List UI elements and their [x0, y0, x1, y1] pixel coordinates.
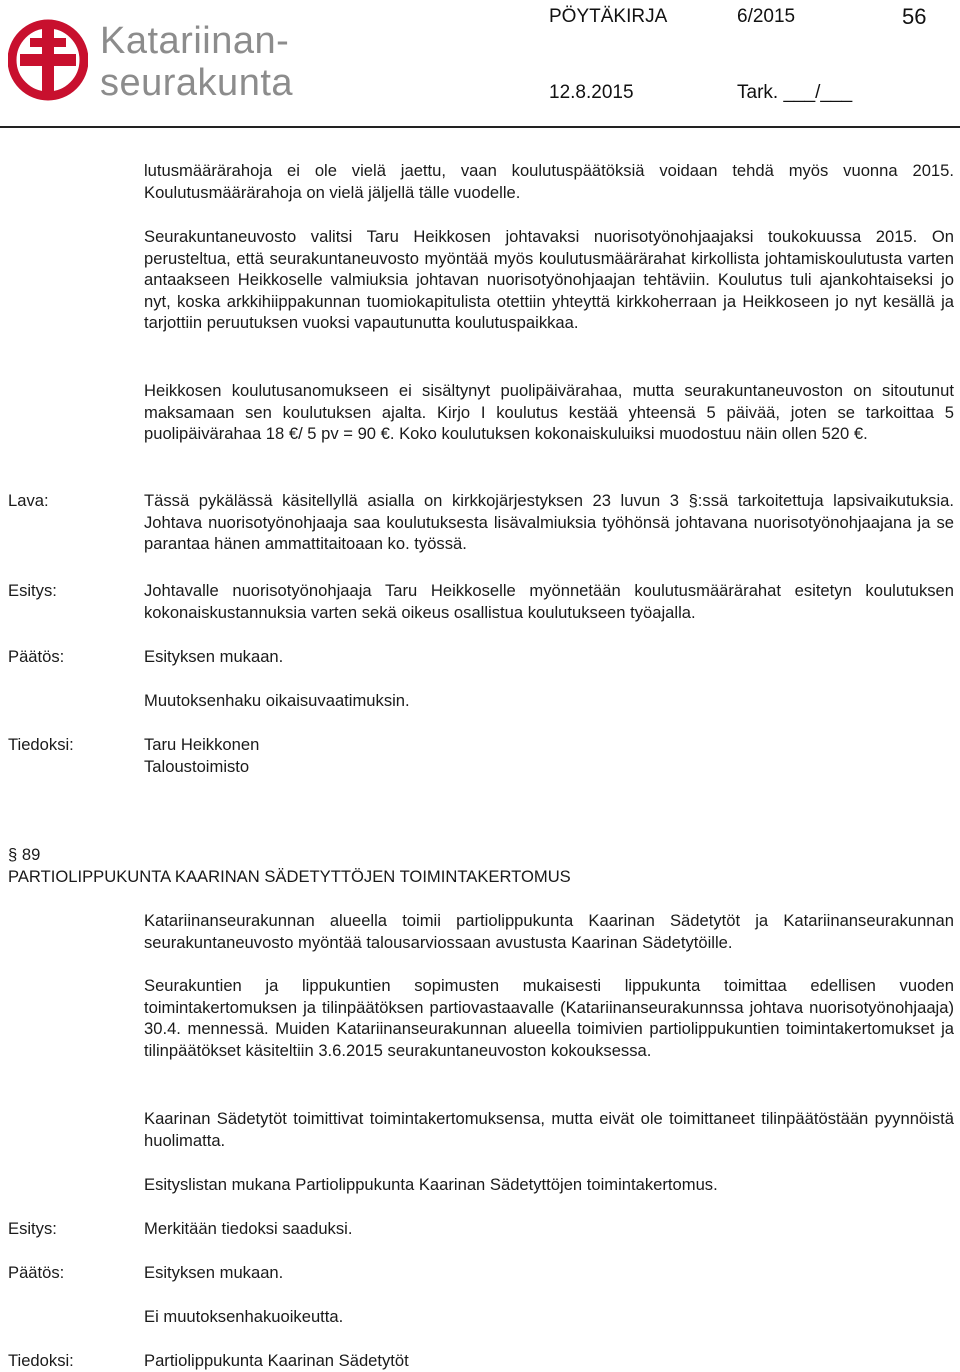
tiedoksi-recipient-2: Taloustoimisto — [144, 757, 250, 776]
esitys-label: Esitys: — [8, 581, 57, 600]
doc-number: 6/2015 — [737, 6, 796, 27]
tiedoksi-recipient-1: Taru Heikkonen — [144, 735, 260, 754]
section-title: PARTIOLIPPUKUNTA KAARINAN SÄDETYTTÖJEN TOIMINTAKERTOMUS — [8, 867, 571, 886]
page-number: 56 — [902, 4, 927, 29]
logo-line-1: Katariinan- — [100, 20, 290, 62]
cont-paragraph-3: Heikkosen koulutusanomukseen ei sisältynyt puolipäivärahaa, mutta seurakuntaneuvoston on sitoutunut maksamaan sen koulutuksen ajalta. Kirjo I koulutus kestää yhteensä 5 päivää, joten se tarkoittaa 5 puolipäivärahaa 18 €/ 5 pv = 90 €. Koko koulutuksen kokonaiskuluiksi muodostuu näin ollen 520 €. — [144, 381, 954, 443]
tark-field: Tark. ___/___ — [737, 82, 853, 103]
s89-tiedoksi-text: Partiolippukunta Kaarinan Sädetytöt — [144, 1351, 409, 1370]
lava-text: Tässä pykälässä käsitellyllä asialla on kirkkojärjestyksen 23 luvun 3 §:ssä tarkoitettuja lapsivaikutuksia. Johtava nuorisotyönohjaaja saa koulutuksesta lisävalmiuksia työhönsä johtavana nuorisotyönohjaajana ja se parantaa hänen ammattitaitoaan ko. työssä. — [144, 491, 954, 553]
esitys-text: Johtavalle nuorisotyönohjaaja Taru Heikkoselle myönnetään koulutusmäärärahat esitetyn koulutuksen kokonaiskustannuksia varten sekä oikeus osallistua koulutukseen työajalla. — [144, 581, 954, 622]
logo-line-2: seurakunta — [100, 62, 294, 104]
church-logo-icon — [8, 16, 88, 104]
tiedoksi-label: Tiedoksi: — [8, 735, 74, 754]
doc-type: PÖYTÄKIRJA — [549, 6, 668, 27]
s89-paragraph-1: Katariinanseurakunnan alueella toimii partiolippukunta Kaarinan Sädetytöt ja Katariinanseurakunnan seurakuntaneuvosto myöntää talousarviossaan avustusta Kaarinan Sädetytöille. — [144, 911, 954, 952]
paatos-label: Päätös: — [8, 647, 65, 666]
s89-paragraph-4: Esityslistan mukana Partiolippukunta Kaarinan Sädetyttöjen toimintakertomus. — [144, 1175, 718, 1194]
s89-paatos-label: Päätös: — [8, 1263, 65, 1282]
s89-muutoksenhaku-text: Ei muutoksenhakuoikeutta. — [144, 1307, 344, 1326]
s89-paragraph-3: Kaarinan Sädetytöt toimittivat toimintakertomuksensa, mutta eivät ole toimittaneet tilinpäätöstään pyynnöistä huolimatta. — [144, 1109, 954, 1150]
section-number: § 89 — [8, 845, 41, 864]
header-divider — [0, 126, 960, 128]
s89-esitys-label: Esitys: — [8, 1219, 57, 1238]
logo-wordmark — [100, 20, 293, 104]
s89-esitys-text: Merkitään tiedoksi saaduksi. — [144, 1219, 353, 1238]
meeting-date: 12.8.2015 — [549, 82, 634, 103]
lava-label: Lava: — [8, 491, 49, 510]
s89-paatos-text: Esityksen mukaan. — [144, 1263, 284, 1282]
s89-tiedoksi-label: Tiedoksi: — [8, 1351, 74, 1370]
cont-paragraph-2: Seurakuntaneuvosto valitsi Taru Heikkosen johtavaksi nuorisotyönohjaajaksi toukokuussa 2015. On perusteltua, että seurakuntaneuvosto myöntää myös koulutusmäärärahat kirkollista johtamiskoulutusta varten antaakseen Heikkoselle valmiuksia johtavan nuorisotyönohjaajan tehtäviin. Koulutus tuli ajankohtaiseksi jo nyt, koska arkkihiippakunnan tuomiokapitulista otettiin yhteyttä kirkkoherraan ja Heikkoseen jo nyt kesällä ja tarjottiin peruutuksen vuoksi vapautunutta koulutuspaikkaa. — [144, 227, 954, 332]
cont-paragraph-1: lutusmäärärahoja ei ole vielä jaettu, vaan koulutuspäätöksiä voidaan tehdä myös vuonna 2015. Koulutusmäärärahoja on vielä jäljellä tälle vuodelle. — [144, 161, 954, 202]
paatos-text: Esityksen mukaan. — [144, 647, 284, 666]
s89-paragraph-2: Seurakuntien ja lippukuntien sopimusten mukaisesti lippukunta toimittaa edellisen vuoden toimintakertomuksen ja tilinpäätöksen partiovastaavalle (Katariinanseurakunnssa johtava nuorisotyönohjaaja) 30.4. mennessä. Muiden Katariinanseurakunnan alueella toimivien partiolippukuntien toimintakertomukset ja tilinpäätökset käsiteltiin 3.6.2015 seurakuntaneuvoston kokouksessa. — [144, 976, 954, 1060]
muutoksenhaku-text: Muutoksenhaku oikaisuvaatimuksin. — [144, 691, 410, 710]
